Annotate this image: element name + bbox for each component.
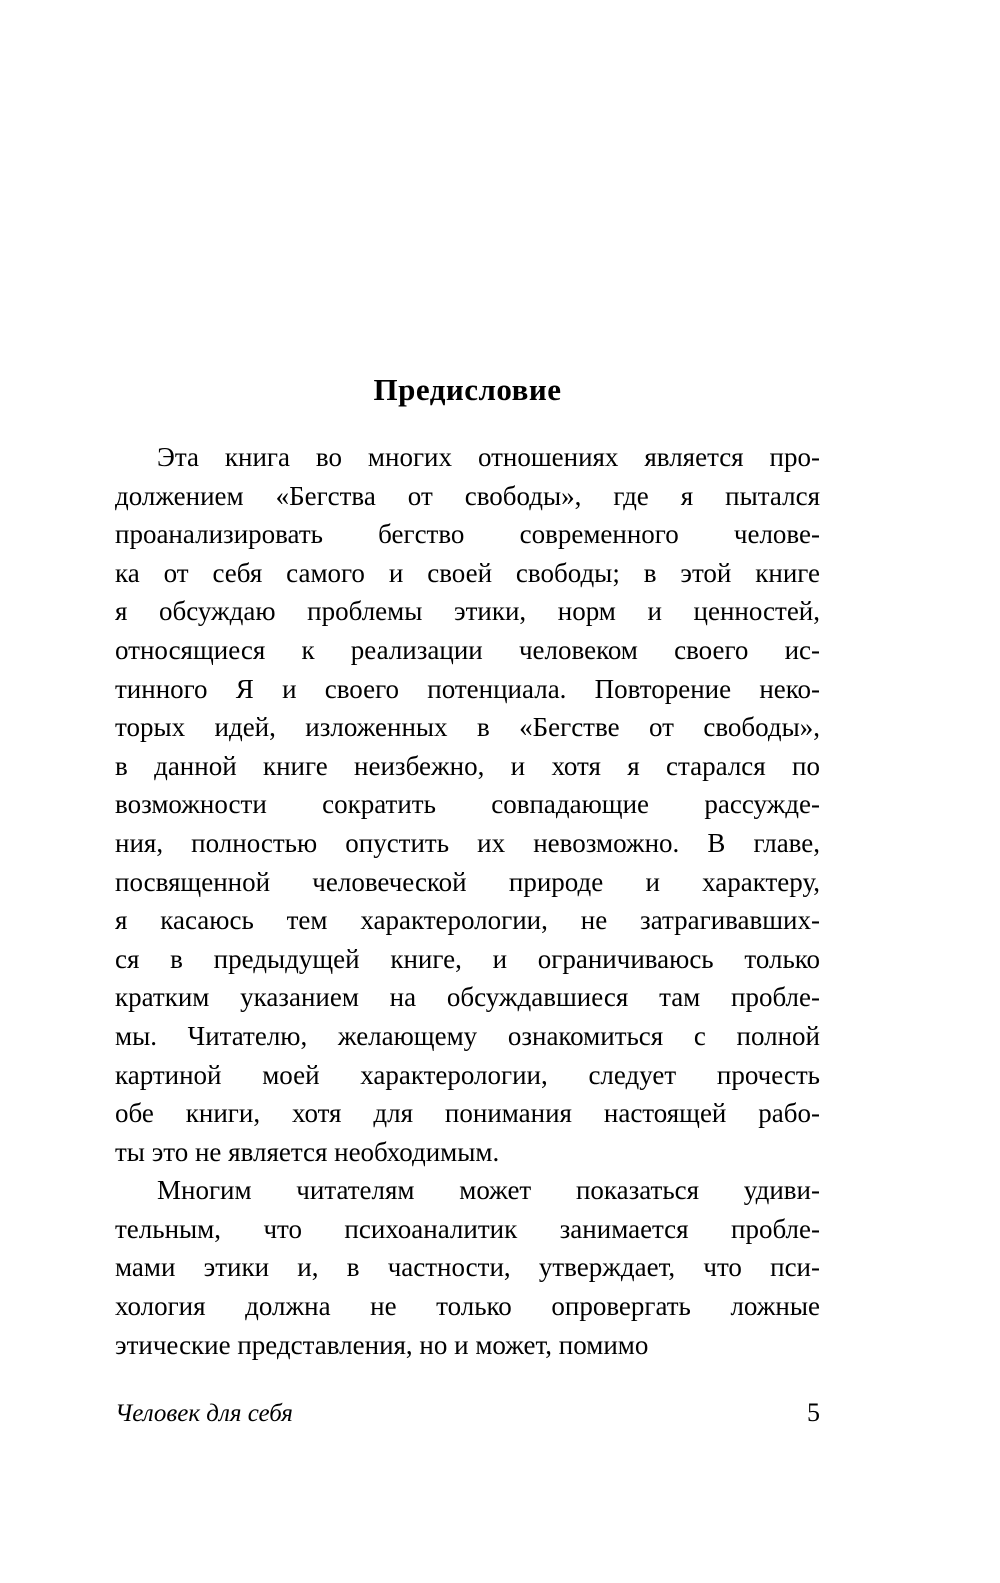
text-line: возможности сократить совпадающие рассужде- <box>115 789 820 820</box>
text-line: ка от себя самого и своей свободы; в этой книге <box>115 557 820 588</box>
text-line: относящиеся к реализации человеком своего ис- <box>115 634 820 665</box>
text-line: посвященной человеческой природе и характеру, <box>115 866 820 897</box>
text-line: в данной книге неизбежно, и хотя я старался по <box>115 750 820 781</box>
body-text <box>115 438 820 1364</box>
text-line: ты это не является необходимым. <box>115 1136 500 1167</box>
text-line: я касаюсь тем характерологии, не затрагивавших- <box>115 905 820 936</box>
text-line: обе книги, хотя для понимания настоящей рабо- <box>115 1098 820 1129</box>
chapter-title: Предисловие <box>373 372 562 407</box>
text-line: должением «Бегства от свободы», где я пытался <box>115 480 820 511</box>
text-line: торых идей, изложенных в «Бегстве от свободы», <box>115 712 820 743</box>
text-line: картиной моей характерологии, следует прочесть <box>115 1059 820 1090</box>
text-line: этические представления, но и может, помимо <box>115 1329 649 1360</box>
running-title: Человек для себя <box>115 1400 293 1427</box>
text-line: Многим читателям может показаться удиви- <box>157 1175 820 1206</box>
text-line: проанализировать бегство современного челове- <box>115 519 820 550</box>
text-line: тинного Я и своего потенциала. Повторение неко- <box>115 673 820 704</box>
text-line: мами этики и, в частности, утверждает, что пси- <box>115 1252 820 1283</box>
text-line: кратким указанием на обсуждавшиеся там пробле- <box>115 982 820 1013</box>
page-number: 5 <box>807 1398 820 1427</box>
text-line: я обсуждаю проблемы этики, норм и ценностей, <box>115 596 820 627</box>
text-line: Эта книга во многих отношениях является про- <box>157 442 820 472</box>
text-line: ся в предыдущей книге, и ограничиваюсь только <box>115 943 820 974</box>
text-line: хология должна не только опровергать ложные <box>115 1291 820 1322</box>
text-line: тельным, что психоаналитик занимается пробле- <box>115 1213 820 1244</box>
text-line: ния, полностью опустить их невозможно. В главе, <box>115 827 820 858</box>
footer <box>115 1398 820 1428</box>
text-line: мы. Читателю, желающему ознакомиться с полной <box>115 1020 820 1051</box>
